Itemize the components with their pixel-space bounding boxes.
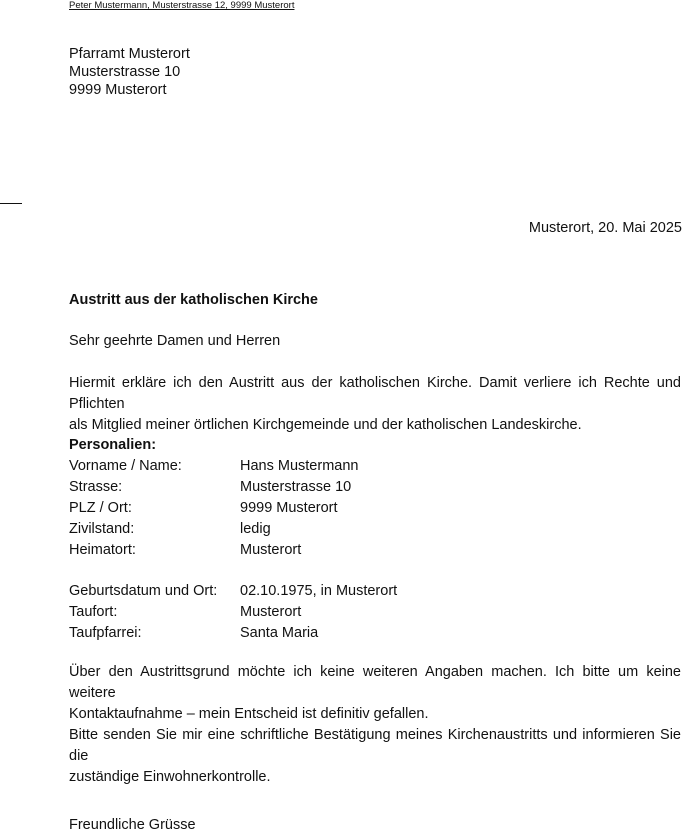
recipient-address: [69, 45, 190, 99]
personal-details: [69, 435, 681, 644]
detail-value: Musterort: [240, 604, 302, 620]
detail-label: Vorname / Name:: [69, 458, 182, 474]
detail-row-baptism-parish: [69, 623, 681, 644]
paragraph-line: als Mitglied meiner örtlichen Kirchgemeinde und der katholischen Landeskirche.: [69, 417, 582, 433]
paragraph-line: Bitte senden Sie mir eine schriftliche Bestätigung meines Kirchenaustritts und informieren Sie die: [69, 727, 681, 764]
paragraph-line: zuständige Einwohnerkontrolle.: [69, 769, 271, 785]
fold-mark: [0, 203, 22, 204]
sender-address-line: Peter Mustermann, Musterstrasse 12, 9999 Musterort: [69, 0, 295, 11]
paragraph-confirmation-request: [69, 725, 681, 788]
detail-row-birth: [69, 581, 681, 602]
detail-spacer: [69, 561, 681, 581]
detail-value: 9999 Musterort: [240, 500, 338, 516]
detail-label: PLZ / Ort:: [69, 500, 132, 516]
detail-row-civil-status: [69, 519, 681, 540]
detail-label: Taufort:: [69, 604, 118, 620]
detail-value: Musterort: [240, 542, 302, 558]
detail-label: Geburtsdatum und Ort:: [69, 583, 218, 599]
recipient-name: Pfarramt Musterort: [69, 46, 190, 62]
personal-details-title: Personalien:: [69, 437, 157, 453]
detail-value: Musterstrasse 10: [240, 479, 352, 495]
detail-value: Hans Mustermann: [240, 458, 359, 474]
paragraph-line: Kontaktaufnahme – mein Entscheid ist definitiv gefallen.: [69, 706, 429, 722]
paragraph-line: Über den Austrittsgrund möchte ich keine weiteren Angaben machen. Ich bitte um keine weitere: [69, 664, 681, 701]
detail-value: Santa Maria: [240, 625, 319, 641]
place-date: Musterort, 20. Mai 2025: [528, 220, 682, 236]
detail-row-hometown: [69, 540, 681, 561]
detail-label: Taufpfarrei:: [69, 625, 142, 641]
detail-label: Zivilstand:: [69, 521, 135, 537]
recipient-street: Musterstrasse 10: [69, 64, 181, 80]
recipient-city: 9999 Musterort: [69, 82, 167, 98]
detail-label: Heimatort:: [69, 542, 136, 558]
detail-row-zip-city: [69, 498, 681, 519]
detail-row-name: [69, 456, 681, 477]
detail-row-baptism-place: [69, 602, 681, 623]
detail-label: Strasse:: [69, 479, 123, 495]
letter-subject: Austritt aus der katholischen Kirche: [69, 292, 318, 308]
closing-greeting: Freundliche Grüsse: [69, 817, 196, 833]
salutation: Sehr geehrte Damen und Herren: [69, 333, 281, 349]
paragraph-line: Hiermit erkläre ich den Austritt aus der katholischen Kirche. Damit verliere ich Rechte und Pflichten: [69, 375, 681, 412]
detail-row-street: [69, 477, 681, 498]
paragraph-declaration: [69, 373, 681, 436]
detail-value: ledig: [240, 521, 271, 537]
detail-value: 02.10.1975, in Musterort: [240, 583, 398, 599]
paragraph-reason: [69, 662, 681, 725]
